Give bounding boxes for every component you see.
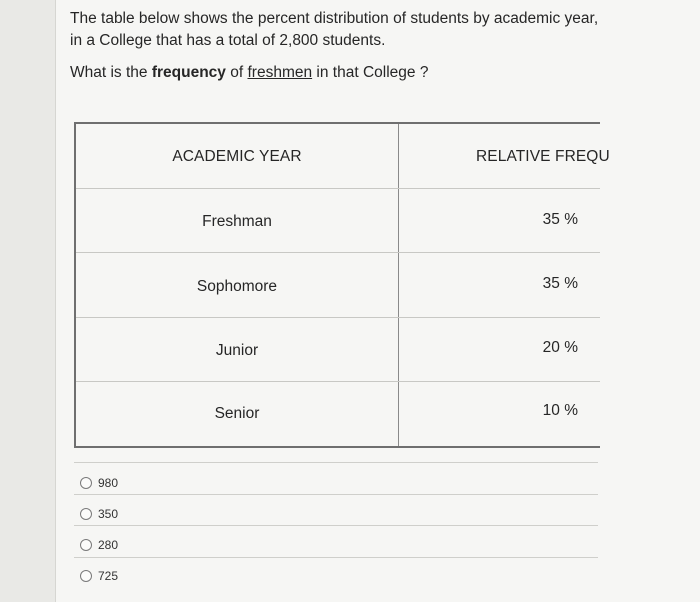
column-divider [398, 124, 399, 446]
row-divider [76, 252, 600, 253]
question-line-1: The table below shows the percent distribution of students by academic year, [70, 10, 599, 27]
radio-button[interactable] [80, 570, 92, 582]
question-text [70, 8, 630, 84]
row-divider [76, 188, 600, 189]
prompt-underline: freshmen [247, 64, 313, 81]
prompt-bold: frequency [151, 64, 226, 81]
cell-freq-freshman: 35 % [542, 211, 578, 228]
frequency-table [74, 122, 610, 448]
cell-freq-junior: 20 % [542, 339, 578, 356]
header-relative-frequency: RELATIVE FREQU [476, 148, 610, 165]
answer-option-2[interactable] [80, 507, 118, 521]
row-divider [76, 317, 600, 318]
prompt-prefix: What is the [70, 64, 152, 81]
separator [74, 494, 598, 495]
radio-button[interactable] [80, 508, 92, 520]
answer-option-4[interactable] [80, 569, 118, 583]
cell-year-junior: Junior [215, 342, 259, 359]
header-academic-year: ACADEMIC YEAR [172, 148, 302, 165]
separator [74, 525, 598, 526]
question-line-2: in a College that has a total of 2,800 students. [70, 32, 386, 49]
radio-button[interactable] [80, 539, 92, 551]
answer-option-1[interactable] [80, 476, 118, 490]
prompt-mid: of [225, 64, 248, 81]
option-label[interactable]: 725 [98, 569, 119, 583]
cell-freq-senior: 10 % [542, 402, 578, 419]
prompt-suffix: in that College ? [312, 64, 429, 81]
row-divider [76, 381, 600, 382]
cell-year-freshman: Freshman [202, 213, 272, 230]
cell-year-sophomore: Sophomore [196, 278, 278, 295]
question-prompt [70, 62, 630, 84]
answer-option-3[interactable] [80, 538, 118, 552]
cell-freq-sophomore: 35 % [542, 275, 578, 292]
separator [74, 557, 598, 558]
separator [74, 462, 598, 463]
option-label[interactable]: 350 [98, 507, 119, 521]
radio-button[interactable] [80, 477, 92, 489]
cell-year-senior: Senior [214, 405, 260, 422]
option-label[interactable]: 980 [98, 476, 119, 490]
option-label[interactable]: 280 [98, 538, 119, 552]
